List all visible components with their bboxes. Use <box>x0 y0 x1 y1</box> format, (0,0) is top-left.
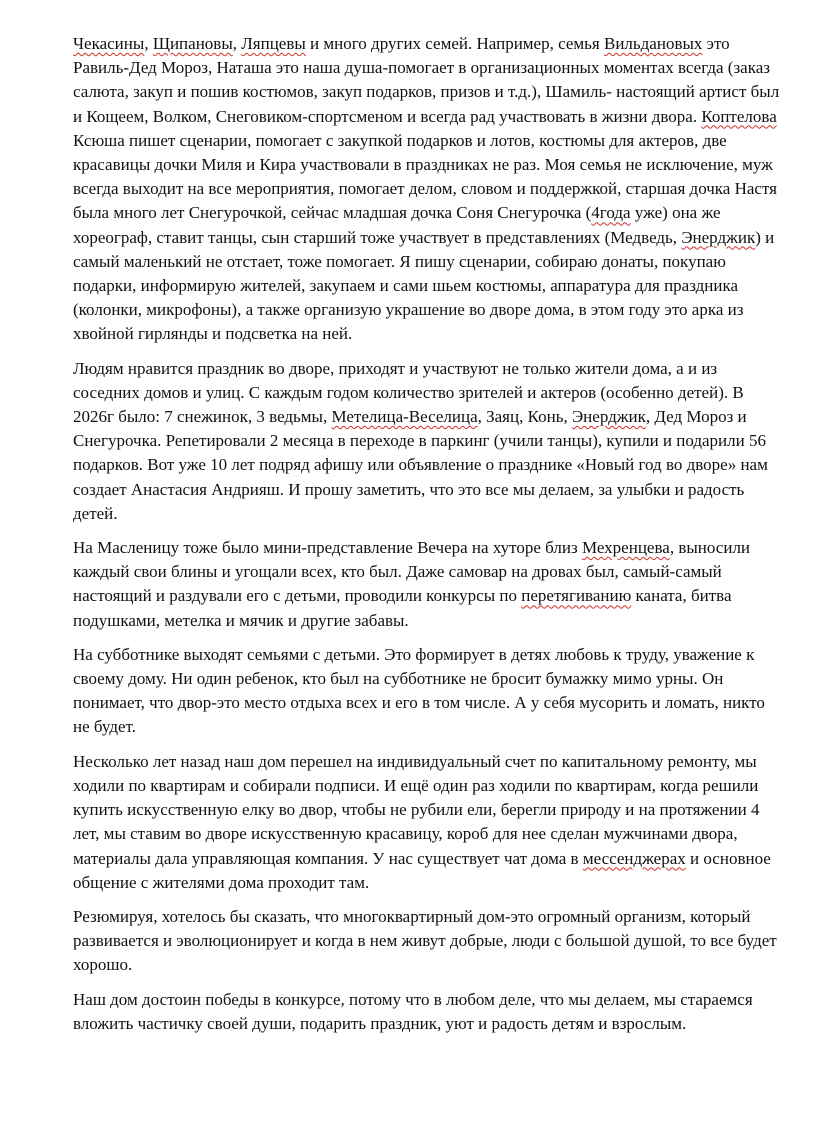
text-run: На субботнике выходят семьями с детьми. Это формирует в детях любовь к труду, уважение к своему дому. Ни один ребенок, кто был на субботнике не бросит бумажку мимо урны. Он понимает, что двор-это место отдыха всех и его в том числе. А у себя мусорить и ломать, никто не будет. <box>73 644 765 737</box>
misspelled-word: перетягиванию <box>521 586 632 606</box>
text-run: это Равиль-Дед Мороз, Наташа это наша душа-помогает в организационных моментах всегда (заказ салюта, закуп и пошив костюмов, закуп подарков, призов и т.д.), Шамиль- настоящий артист был и Кощеем, Волком, Снеговиком-спортсменом и всегда рад участвовать в жизни двора. <box>73 34 780 126</box>
paragraph-1 <box>73 32 785 347</box>
paragraph-4 <box>73 643 785 740</box>
text-run: , выносили каждый свои блины и угощали всех, кто был. Даже самовар на дровах был, самый-самый настоящий и раздували его с детьми, проводили конкурсы по <box>73 538 751 606</box>
misspelled-word: Вильдановых <box>603 34 703 53</box>
text-run: Людям нравится праздник во дворе, приходят и участвуют не только жители дома, а и из соседних домов и улиц. С каждым годом количество зрителей и актеров (особенно детей). В 2026г было: 7 снежинок, 3 ведьмы, <box>73 358 744 427</box>
text-run: На Масленицу тоже было мини-представление Вечера на хуторе близ <box>73 538 582 558</box>
document-page <box>73 32 785 1046</box>
misspelled-word: Коптелова <box>701 106 777 126</box>
text-run: , Дед Мороз и Снегурочка. Репетировали 2 месяца в переходе в паркинг (учили танцы), купили и подарили 56 подарков. Вот уже 10 лет подряд афишу или объявление о празднике «Новый год во дворе» нам создает Анастасия Андрияш. И прошу заметить, что это все мы делаем, за улыбки и радость детей. <box>73 407 768 523</box>
text-run: Ксюша пишет сценарии, помогает с закупкой подарков и лотов, костюмы для актеров, две красавицы дочки Миля и Кира участвовали в праздниках не раз. Моя семья не исключение, муж всегда выходит на все мероприятия, помогает делом, словом и поддержкой, старшая дочка Настя была много лет Снегурочкой, сейчас младшая дочка Соня Снегурочка ( <box>73 130 777 223</box>
paragraph-5 <box>73 750 785 895</box>
text-run: ) и самый маленький не отстает, тоже помогает. Я пишу сценарии, собираю донаты, покупаю подарки, информирую жителей, закупаем и сами шьем костюмы, аппаратура для праздника (колонки, микрофоны), а также организую украшение во дворе дома, в этом году это арка из хвойной гирлянды и подсветка на ней. <box>73 227 775 344</box>
text-run: , <box>144 34 153 53</box>
misspelled-word: Ляпцевы <box>241 34 306 53</box>
misspelled-word: Щипановы <box>152 34 233 53</box>
paragraph-3 <box>73 536 785 633</box>
text-run: , Заяц, Конь, <box>477 407 572 427</box>
misspelled-word: Метелица-Веселица <box>331 407 478 427</box>
paragraph-6 <box>73 905 785 978</box>
misspelled-word: Чекасины <box>73 34 145 53</box>
misspelled-word: Энерджик <box>571 407 646 427</box>
misspelled-word: мессенджерах <box>582 848 686 868</box>
text-run: Резюмируя, хотелось бы сказать, что многоквартирный дом-это огромный организм, который развивается и эволюционирует и когда в нем живут добрые, люди с большой душой, то все будет хорошо. <box>73 906 777 975</box>
text-run: уже) она же хореограф, ставит танцы, сын старший тоже участвует в представлениях (Медведь, <box>73 203 721 247</box>
misspelled-word: Энерджик <box>681 227 756 247</box>
text-run: , <box>232 34 242 53</box>
misspelled-word: 4года <box>591 203 631 223</box>
text-run: Наш дом достоин победы в конкурсе, потому что в любом деле, что мы делаем, мы стараемся вложить частичку своей души, подарить праздник, уют и радость детям и взрослым. <box>73 989 753 1033</box>
paragraph-7 <box>73 988 785 1036</box>
text-run: и много других семей. Например, семья <box>305 34 604 53</box>
text-run: Несколько лет назад наш дом перешел на индивидуальный счет по капитальному ремонту, мы ходили по квартирам и собирали подписи. И ещё один раз ходили по квартирам, когда решили купить искусственную елку во двор, чтобы не рубили ели, берегли природу и на протяжении 4 лет, мы ставим во дворе искусственную красавицу, короб для нее сделан мужчинами двора, материалы дала управляющая компания. У нас существует чат дома в <box>73 751 760 868</box>
text-run: и основное общение с жителями дома проходит там. <box>73 848 771 892</box>
paragraph-2 <box>73 357 785 526</box>
text-run: каната, битва подушками, метелка и мячик и другие забавы. <box>73 586 732 630</box>
misspelled-word: Мехренцева <box>581 538 670 558</box>
